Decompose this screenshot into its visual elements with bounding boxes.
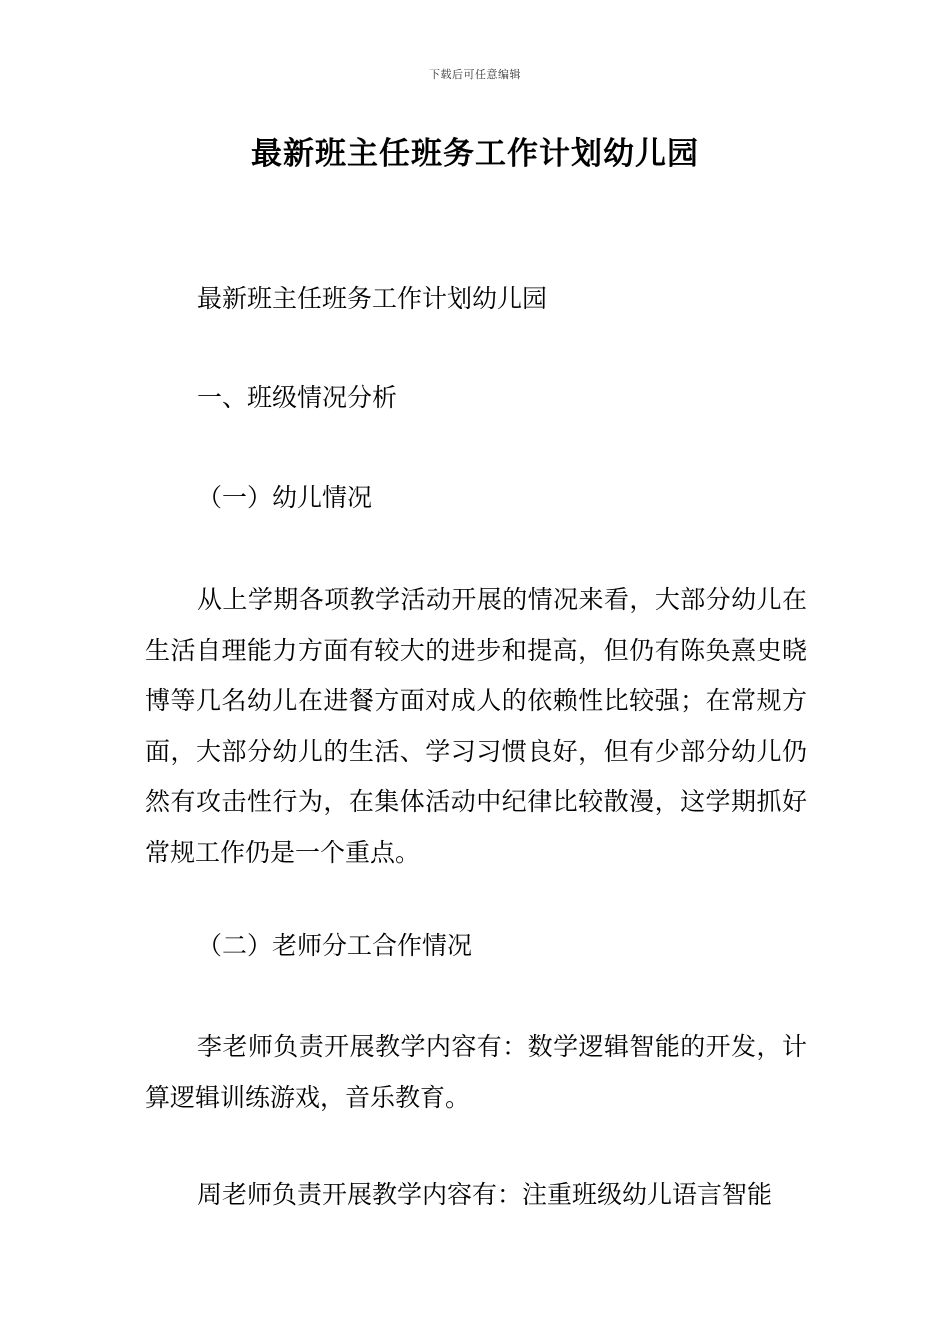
subsection-heading-children: （一）幼儿情况 xyxy=(197,483,373,512)
paragraph-teacher-zhou: 周老师负责开展教学内容有：注重班级幼儿语言智能 xyxy=(197,1180,773,1209)
document-title: 最新班主任班务工作计划幼儿园 xyxy=(251,136,699,172)
paragraph-teacher-li: 李老师负责开展教学内容有：数学逻辑智能的开发，计算逻辑训练游戏，音乐教育。 xyxy=(145,1032,807,1112)
subsection-heading-teachers: （二）老师分工合作情况 xyxy=(197,931,473,960)
document-subtitle: 最新班主任班务工作计划幼儿园 xyxy=(197,284,548,313)
download-note: 下载后可任意编辑 xyxy=(429,68,521,81)
paragraph-children-situation: 从上学期各项教学活动开展的情况来看，大部分幼儿在生活自理能力方面有较大的进步和提高，但仍有陈奂熹史晓博等几名幼儿在进餐方面对成人的依赖性比较强；在常规方面，大部分幼儿的生活、学习习惯良好，但有少部分幼儿仍然有攻击性行为，在集体活动中纪律比较散漫，这学期抓好常规工作仍是一个重点。 xyxy=(145,585,807,867)
section-heading-class-analysis: 一、班级情况分析 xyxy=(197,383,398,412)
